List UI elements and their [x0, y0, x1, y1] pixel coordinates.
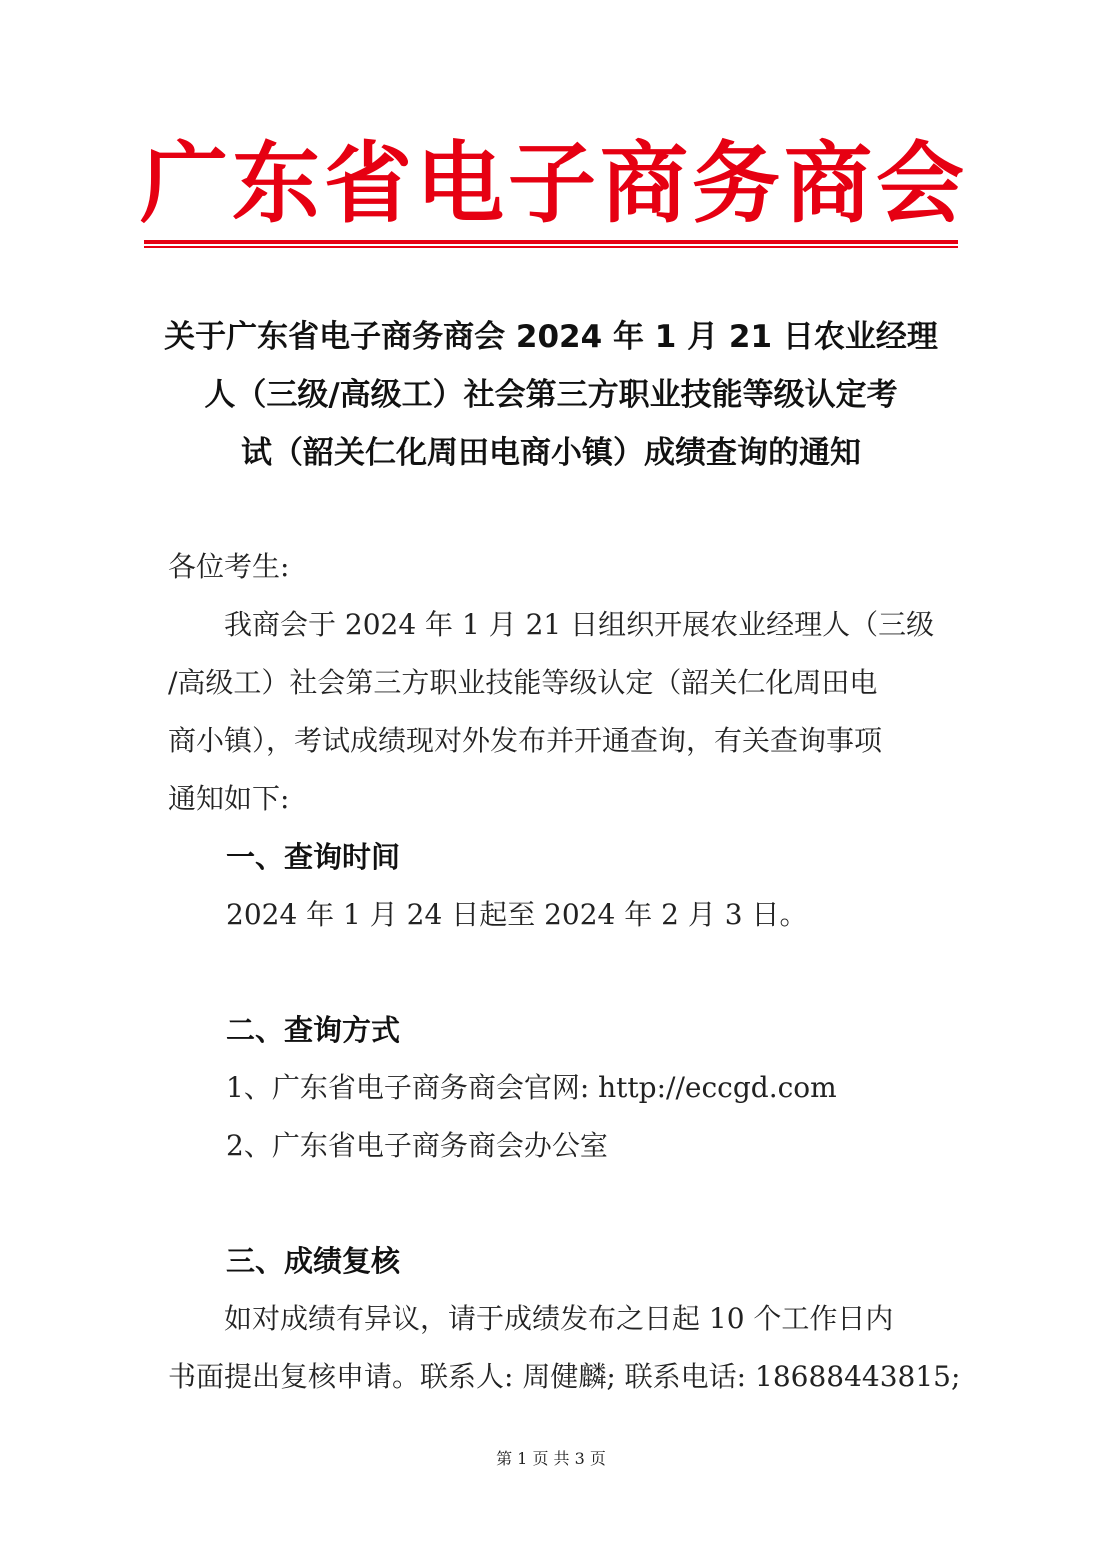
section-3-heading: 三、成绩复核 — [226, 1244, 401, 1278]
intro-line-1: 我商会于 2024 年 1 月 21 日组织开展农业经理人（三级 — [168, 608, 935, 641]
section-1-heading: 一、查询时间 — [226, 840, 401, 874]
intro-line-4: 通知如下: — [168, 782, 290, 815]
section-1-text: 2024 年 1 月 24 日起至 2024 年 2 月 3 日。 — [226, 898, 808, 931]
title-line-2: 人（三级/高级工）社会第三方职业技能等级认定考 — [204, 377, 898, 413]
document-title — [150, 308, 952, 482]
letterhead-rule-thick — [144, 240, 958, 244]
section-3-line-1: 如对成绩有异议，请于成绩发布之日起 10 个工作日内 — [168, 1302, 894, 1335]
title-line-3: 试（韶关仁化周田电商小镇）成绩查询的通知 — [241, 435, 861, 471]
section-2-item-2: 2、广东省电子商务商会办公室 — [226, 1129, 608, 1162]
letterhead-rule-thin — [144, 246, 958, 248]
letterhead-org-name: 广东省电子商务商会 — [140, 131, 969, 235]
section-2-heading: 二、查询方式 — [226, 1013, 401, 1047]
salutation: 各位考生: — [168, 550, 290, 583]
page-number-footer: 第 1 页 共 3 页 — [496, 1449, 606, 1468]
intro-line-3: 商小镇），考试成绩现对外发布并开通查询，有关查询事项 — [168, 724, 883, 757]
title-line-1: 关于广东省电子商务商会 2024 年 1 月 21 日农业经理 — [164, 319, 938, 355]
section-2-item-1: 1、广东省电子商务商会官网: http://eccgd.com — [226, 1071, 837, 1104]
section-3-line-2: 书面提出复核申请。联系人: 周健麟; 联系电话: 18688443815; — [168, 1360, 961, 1393]
intro-line-2: /高级工）社会第三方职业技能等级认定（韶关仁化周田电 — [168, 666, 878, 699]
